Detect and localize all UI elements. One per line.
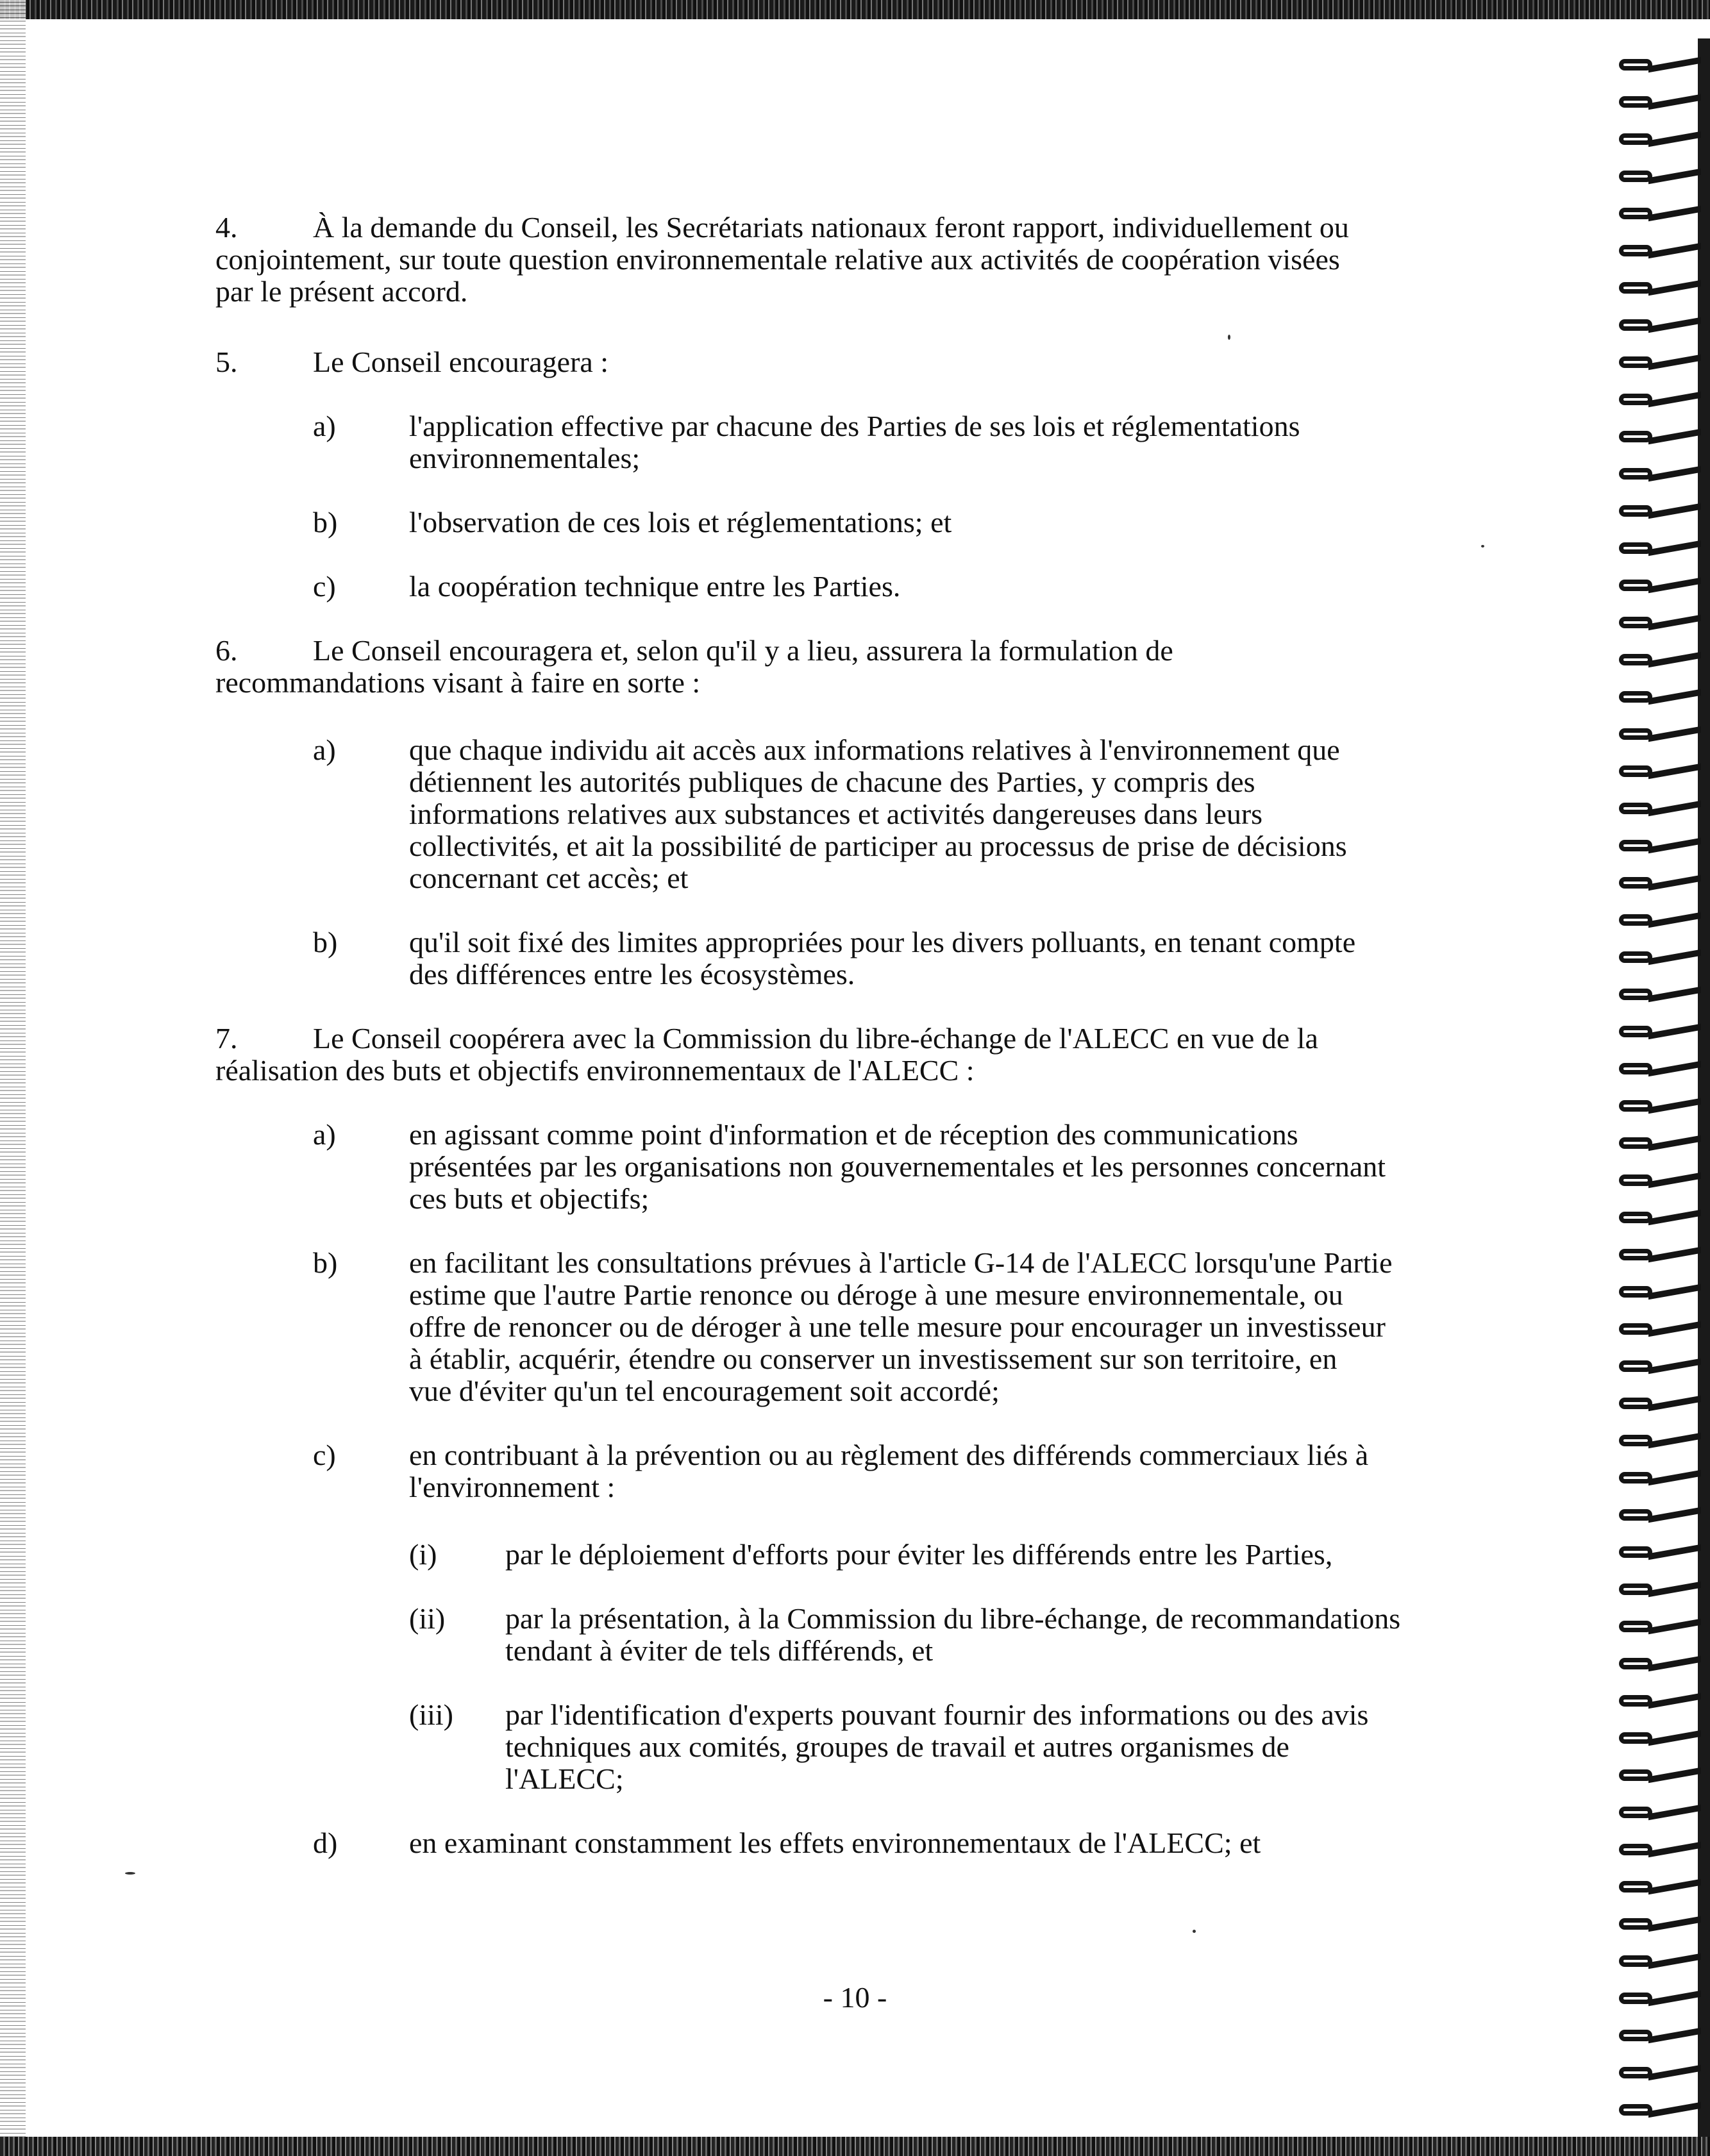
binding-ring <box>1619 1768 1701 1782</box>
binding-ring <box>1619 987 1701 1001</box>
binding-ring <box>1619 1508 1701 1522</box>
list-item-line: environnementales; <box>409 442 641 474</box>
list-item-line: informations relatives aux substances et activités dangereuses dans leurs <box>409 798 1263 830</box>
binding-ring <box>1619 1024 1701 1039</box>
paragraph-line: recommandations visant à faire en sorte : <box>215 666 701 699</box>
binding-ring <box>1619 1210 1701 1224</box>
binding-ring <box>1619 1880 1701 1894</box>
paragraph-number: 4. <box>215 211 238 244</box>
list-item-line: l'application effective par chacune des Parties de ses lois et réglementations <box>409 410 1300 442</box>
page-number: - 10 - <box>823 1981 887 2014</box>
spiral-binding <box>1603 38 1710 2137</box>
binding-ring <box>1619 690 1701 704</box>
list-item-line: estime que l'autre Partie renonce ou déroge à une mesure environnementale, ou <box>409 1278 1343 1311</box>
list-item-label: b) <box>313 1246 338 1279</box>
scan-speck <box>125 1872 135 1875</box>
binding-ring <box>1619 392 1701 406</box>
list-item-line: la coopération technique entre les Parties. <box>409 570 901 603</box>
binding-ring <box>1619 1991 1701 2005</box>
scan-speck <box>1481 545 1484 547</box>
binding-ring <box>1619 1657 1701 1671</box>
binding-ring <box>1619 318 1701 332</box>
binding-ring <box>1619 1619 1701 1634</box>
binding-ring <box>1619 467 1701 481</box>
scan-edge-bottom <box>0 2137 1710 2156</box>
binding-ring <box>1619 355 1701 369</box>
binding-spine <box>1698 38 1710 2137</box>
paragraph-line: par le présent accord. <box>215 275 468 308</box>
paragraph-number: 6. <box>215 634 238 667</box>
binding-ring <box>1619 2103 1701 2117</box>
list-item-line: collectivités, et ait la possibilité de participer au processus de prise de décisions <box>409 830 1347 862</box>
paragraph-line: réalisation des buts et objectifs environnementaux de l'ALECC : <box>215 1054 975 1087</box>
binding-ring <box>1619 504 1701 518</box>
binding-ring <box>1619 1954 1701 1968</box>
paragraph-line: Le Conseil encouragera et, selon qu'il y a lieu, assurera la formulation de <box>313 634 1173 667</box>
binding-ring <box>1619 913 1701 927</box>
paragraph-number: 7. <box>215 1022 238 1055</box>
list-item-line: présentées par les organisations non gouvernementales et les personnes concernant <box>409 1150 1386 1183</box>
list-item-line: en contribuant à la prévention ou au règlement des différends commerciaux liés à <box>409 1439 1369 1471</box>
binding-ring <box>1619 1731 1701 1745</box>
list-item-line: des différences entre les écosystèmes. <box>409 958 855 990</box>
binding-ring <box>1619 244 1701 258</box>
list-item-label: b) <box>313 926 338 958</box>
list-item-label: c) <box>313 570 336 603</box>
binding-ring <box>1619 1582 1701 1596</box>
binding-ring <box>1619 1359 1701 1373</box>
sub-item-label: (ii) <box>409 1602 446 1635</box>
binding-ring <box>1619 2028 1701 2043</box>
scan-edge-top <box>0 0 1710 19</box>
sub-item-label: (i) <box>409 1538 437 1571</box>
list-item-line: en agissant comme point d'information et de réception des communications <box>409 1118 1298 1151</box>
list-item-label: d) <box>313 1826 338 1859</box>
list-item-line: l'observation de ces lois et réglementations; et <box>409 506 952 539</box>
sub-item-line: techniques aux comités, groupes de travail et autres organismes de <box>505 1730 1289 1763</box>
binding-ring <box>1619 541 1701 555</box>
binding-ring <box>1619 58 1701 72</box>
sub-item-line: par le déploiement d'efforts pour éviter les différends entre les Parties, <box>505 1538 1333 1571</box>
binding-ring <box>1619 1805 1701 1819</box>
paragraph-line: Le Conseil encouragera : <box>313 346 609 378</box>
binding-ring <box>1619 1545 1701 1559</box>
list-item-label: c) <box>313 1439 336 1471</box>
binding-ring <box>1619 653 1701 667</box>
sub-item-line: par la présentation, à la Commission du libre-échange, de recommandations <box>505 1602 1401 1635</box>
binding-ring <box>1619 1285 1701 1299</box>
list-item-line: offre de renoncer ou de déroger à une telle mesure pour encourager un investisseur <box>409 1310 1386 1343</box>
binding-ring <box>1619 132 1701 146</box>
binding-ring <box>1619 1433 1701 1448</box>
binding-ring <box>1619 95 1701 109</box>
binding-ring <box>1619 876 1701 890</box>
binding-ring <box>1619 1471 1701 1485</box>
binding-ring <box>1619 169 1701 183</box>
binding-ring <box>1619 1136 1701 1150</box>
sub-item-line: l'ALECC; <box>505 1762 624 1795</box>
list-item-line: que chaque individu ait accès aux informations relatives à l'environnement que <box>409 733 1340 766</box>
binding-ring <box>1619 1322 1701 1336</box>
list-item-line: vue d'éviter qu'un tel encouragement soit accordé; <box>409 1375 1000 1407</box>
list-item-line: qu'il soit fixé des limites appropriées pour les divers polluants, en tenant compte <box>409 926 1356 958</box>
binding-ring <box>1619 839 1701 853</box>
binding-ring <box>1619 430 1701 444</box>
sub-item-line: par l'identification d'experts pouvant fournir des informations ou des avis <box>505 1698 1369 1731</box>
binding-ring <box>1619 281 1701 295</box>
binding-ring <box>1619 2066 1701 2080</box>
paragraph-number: 5. <box>215 346 238 378</box>
binding-ring <box>1619 1917 1701 1931</box>
list-item-line: l'environnement : <box>409 1471 616 1503</box>
binding-ring <box>1619 1396 1701 1410</box>
binding-ring <box>1619 1843 1701 1857</box>
list-item-line: concernant cet accès; et <box>409 862 689 894</box>
binding-ring <box>1619 206 1701 221</box>
binding-ring <box>1619 727 1701 741</box>
list-item-label: a) <box>313 733 336 766</box>
scan-speck <box>1193 1930 1196 1933</box>
binding-ring <box>1619 764 1701 778</box>
list-item-line: à établir, acquérir, étendre ou conserver un investissement sur son territoire, en <box>409 1342 1337 1375</box>
sub-item-label: (iii) <box>409 1698 453 1731</box>
paragraph-line: Le Conseil coopérera avec la Commission du libre-échange de l'ALECC en vue de la <box>313 1022 1318 1055</box>
binding-ring <box>1619 1694 1701 1708</box>
list-item-line: en examinant constamment les effets environnementaux de l'ALECC; et <box>409 1826 1261 1859</box>
binding-ring <box>1619 1248 1701 1262</box>
binding-ring <box>1619 1062 1701 1076</box>
list-item-line: en facilitant les consultations prévues à l'article G-14 de l'ALECC lorsqu'une Partie <box>409 1246 1393 1279</box>
binding-ring <box>1619 801 1701 815</box>
binding-ring <box>1619 578 1701 592</box>
sub-item-line: tendant à éviter de tels différends, et <box>505 1634 934 1667</box>
paragraph-line: À la demande du Conseil, les Secrétariats nationaux feront rapport, individuellement ou <box>313 211 1349 244</box>
list-item-line: ces buts et objectifs; <box>409 1182 650 1215</box>
binding-ring <box>1619 950 1701 964</box>
scan-edge-left <box>0 0 26 2156</box>
binding-ring <box>1619 1173 1701 1187</box>
scan-speck <box>1228 335 1230 340</box>
binding-ring <box>1619 615 1701 630</box>
list-item-label: b) <box>313 506 338 539</box>
list-item-label: a) <box>313 1118 336 1151</box>
list-item-line: détiennent les autorités publiques de chacune des Parties, y compris des <box>409 765 1255 798</box>
list-item-label: a) <box>313 410 336 442</box>
binding-ring <box>1619 1099 1701 1113</box>
paragraph-line: conjointement, sur toute question environnementale relative aux activités de coopération visées <box>215 243 1340 276</box>
